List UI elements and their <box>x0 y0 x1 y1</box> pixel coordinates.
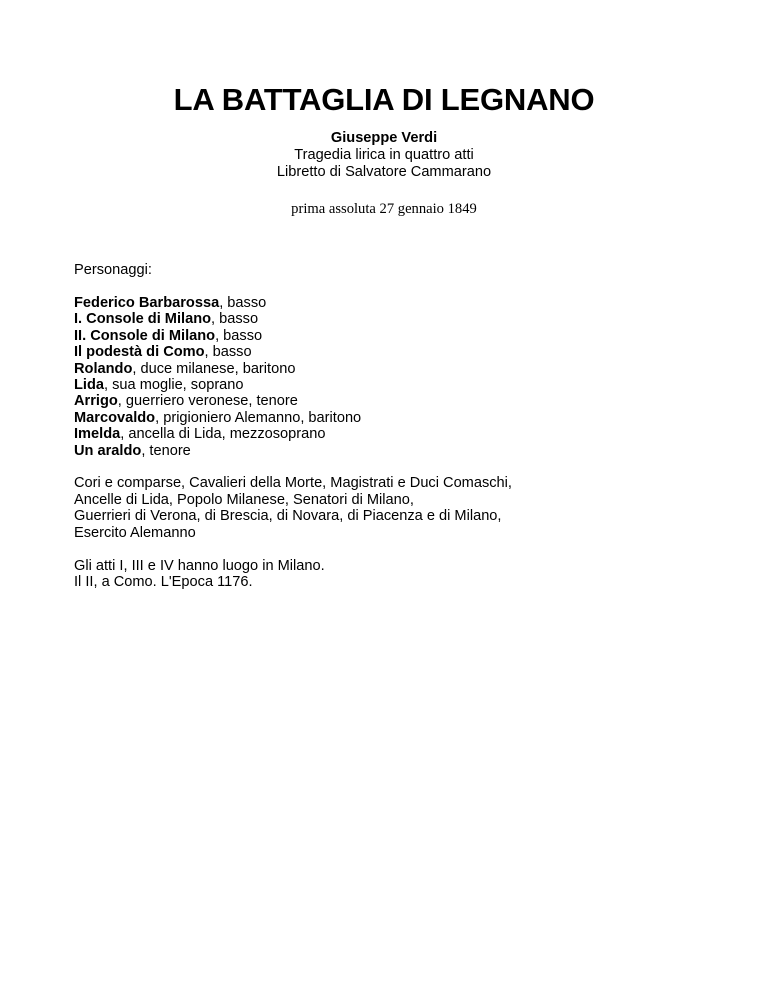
character-role: , prigioniero Alemanno, baritono <box>155 409 362 426</box>
cast-row <box>74 426 714 442</box>
character-role: , basso <box>215 327 263 344</box>
chorus-line: Cori e comparse, Cavalieri della Morte, Magistrati e Duci Comaschi, <box>74 475 512 492</box>
cast-row <box>74 344 714 360</box>
composer-name: Giuseppe Verdi <box>330 130 438 146</box>
document-title: LA BATTAGLIA DI LEGNANO <box>173 82 595 117</box>
cast-row <box>74 443 714 459</box>
character-role: , basso <box>204 344 252 361</box>
character-role: , basso <box>211 311 259 328</box>
character-name: Lida <box>74 376 104 393</box>
character-role: , sua moglie, soprano <box>104 376 244 393</box>
heading-block <box>0 130 768 181</box>
character-role: , guerriero veronese, tenore <box>117 393 298 410</box>
chorus-line: Ancelle di Lida, Popolo Milanese, Senatori di Milano, <box>74 491 414 508</box>
character-role: , tenore <box>141 442 191 459</box>
setting-paragraph <box>74 558 714 591</box>
character-role: , basso <box>219 294 267 311</box>
chorus-line: Guerrieri di Verona, di Brescia, di Novara, di Piacenza e di Milano, <box>74 508 502 525</box>
setting-line: Gli atti I, III e IV hanno luogo in Milano. <box>74 557 325 574</box>
character-role: , duce milanese, baritono <box>132 360 296 377</box>
character-name: Marcovaldo <box>74 409 156 426</box>
character-role: , ancella di Lida, mezzosoprano <box>120 426 326 443</box>
character-name: Arrigo <box>74 393 118 410</box>
character-name: Rolando <box>74 360 133 377</box>
cast-row <box>74 295 714 311</box>
document-body <box>74 262 714 607</box>
cast-row <box>74 393 714 409</box>
chorus-line: Esercito Alemanno <box>74 524 196 541</box>
character-name: I. Console di Milano <box>74 311 212 328</box>
character-name: Il podestà di Como <box>74 344 205 361</box>
cast-row <box>74 311 714 327</box>
character-name: Federico Barbarossa <box>74 294 220 311</box>
character-name: II. Console di Milano <box>74 327 216 344</box>
cast-row <box>74 410 714 426</box>
cast-row <box>74 361 714 377</box>
characters-label: Personaggi: <box>74 262 152 278</box>
chorus-paragraph <box>74 475 714 541</box>
premiere-date: prima assoluta 27 gennaio 1849 <box>291 201 477 217</box>
cast-row <box>74 377 714 393</box>
cast-list <box>74 295 714 459</box>
cast-row <box>74 328 714 344</box>
setting-line: Il II, a Como. L'Epoca 1176. <box>74 574 253 590</box>
character-name: Un araldo <box>74 442 142 459</box>
opera-subtitle: Tragedia lirica in quattro atti <box>294 147 474 163</box>
character-name: Imelda <box>74 426 121 443</box>
librettist-credit: Libretto di Salvatore Cammarano <box>276 164 492 180</box>
